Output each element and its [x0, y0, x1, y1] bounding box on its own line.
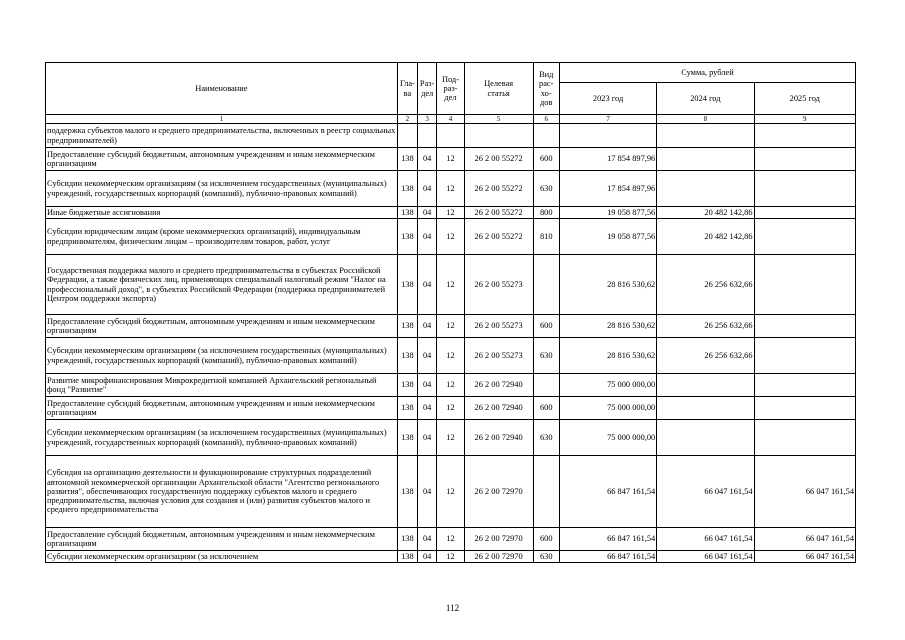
row-podrazdel: 12 — [437, 420, 464, 456]
row-podrazdel: 12 — [437, 219, 464, 255]
row-sum-2025: 66 047 161,54 — [754, 456, 855, 528]
row-glava: 138 — [397, 207, 417, 219]
row-podrazdel: 12 — [437, 171, 464, 207]
row-sum-2025 — [754, 171, 855, 207]
row-sum-2025 — [754, 338, 855, 374]
table-row — [46, 315, 856, 338]
row-glava: 138 — [397, 315, 417, 338]
header-glava — [397, 63, 417, 115]
row-sum-2025 — [754, 207, 855, 219]
row-vid — [533, 255, 559, 315]
row-target: 26 2 00 55272 — [464, 207, 533, 219]
row-sum-2024: 66 047 161,54 — [657, 551, 754, 563]
row-name: Субсидии юридическим лицам (кроме некоммерческих организаций), индивидуальным предпринимателям, физическим лицам – производителям товаров, работ, услуг — [46, 219, 398, 255]
row-podrazdel — [437, 124, 464, 148]
row-sum-2023: 75 000 000,00 — [559, 420, 656, 456]
row-target: 26 2 00 72940 — [464, 397, 533, 420]
row-sum-2024 — [657, 171, 754, 207]
row-sum-2023: 28 816 530,62 — [559, 255, 656, 315]
row-sum-2023: 28 816 530,62 — [559, 338, 656, 374]
header-sum: Сумма, рублей — [559, 63, 855, 83]
row-sum-2023: 19 058 877,56 — [559, 207, 656, 219]
row-vid: 630 — [533, 551, 559, 563]
header-podrazdel — [437, 63, 464, 115]
row-sum-2024: 26 256 632,66 — [657, 338, 754, 374]
row-razdel: 04 — [418, 551, 437, 563]
column-number: 4 — [437, 115, 464, 124]
row-sum-2023: 17 854 897,96 — [559, 148, 656, 171]
row-sum-2023 — [559, 124, 656, 148]
row-sum-2025 — [754, 397, 855, 420]
row-sum-2023: 17 854 897,96 — [559, 171, 656, 207]
row-target: 26 2 00 55273 — [464, 315, 533, 338]
column-number: 9 — [754, 115, 855, 124]
row-vid: 630 — [533, 338, 559, 374]
row-vid — [533, 456, 559, 528]
row-glava: 138 — [397, 397, 417, 420]
row-glava: 138 — [397, 171, 417, 207]
row-vid — [533, 374, 559, 397]
row-sum-2025: 66 047 161,54 — [754, 551, 855, 563]
table-row — [46, 255, 856, 315]
row-glava: 138 — [397, 219, 417, 255]
row-glava: 138 — [397, 420, 417, 456]
row-sum-2025 — [754, 374, 855, 397]
header-razdel — [418, 63, 437, 115]
header-vid — [533, 63, 559, 115]
table-row — [46, 148, 856, 171]
table-row — [46, 338, 856, 374]
header-2023: 2023 год — [559, 83, 656, 115]
row-podrazdel: 12 — [437, 374, 464, 397]
row-glava: 138 — [397, 456, 417, 528]
row-target: 26 2 00 55273 — [464, 338, 533, 374]
row-glava: 138 — [397, 528, 417, 551]
row-sum-2025 — [754, 148, 855, 171]
row-sum-2023: 28 816 530,62 — [559, 315, 656, 338]
row-target: 26 2 00 55273 — [464, 255, 533, 315]
column-number: 6 — [533, 115, 559, 124]
table-row — [46, 551, 856, 563]
table-row — [46, 374, 856, 397]
header-target — [464, 63, 533, 115]
header-glava-text: Гла- ва — [399, 79, 415, 98]
row-glava: 138 — [397, 551, 417, 563]
row-name: Предоставление субсидий бюджетным, автономным учреждениям и иным некоммерческим организациям — [46, 148, 398, 171]
row-razdel: 04 — [418, 528, 437, 551]
table-row — [46, 528, 856, 551]
header-name: Наименование — [46, 63, 398, 115]
row-sum-2025 — [754, 255, 855, 315]
row-razdel: 04 — [418, 420, 437, 456]
row-name: Субсидии некоммерческим организациям (за исключением государственных (муниципальных) учреждений, государственных корпораций (компаний), публично-правовых компаний) — [46, 338, 398, 374]
row-sum-2023: 66 847 161,54 — [559, 551, 656, 563]
row-target: 26 2 00 55272 — [464, 148, 533, 171]
row-podrazdel: 12 — [437, 456, 464, 528]
row-vid: 630 — [533, 420, 559, 456]
row-razdel: 04 — [418, 148, 437, 171]
row-sum-2024 — [657, 148, 754, 171]
column-number: 7 — [559, 115, 656, 124]
table-row — [46, 219, 856, 255]
row-sum-2024 — [657, 397, 754, 420]
row-razdel: 04 — [418, 456, 437, 528]
header-2025: 2025 год — [754, 83, 855, 115]
row-vid: 800 — [533, 207, 559, 219]
header-target-text: Целевая статья — [484, 79, 514, 98]
row-sum-2025 — [754, 124, 855, 148]
row-podrazdel: 12 — [437, 255, 464, 315]
row-razdel: 04 — [418, 397, 437, 420]
row-target: 26 2 00 72970 — [464, 456, 533, 528]
row-glava: 138 — [397, 374, 417, 397]
row-name: Субсидии некоммерческим организациям (за исключением — [46, 551, 398, 563]
row-name: Субсидии некоммерческим организациям (за исключением государственных (муниципальных) учреждений, государственных корпораций (компаний), публично-правовых компаний) — [46, 171, 398, 207]
row-vid: 600 — [533, 148, 559, 171]
row-target: 26 2 00 55272 — [464, 171, 533, 207]
header-2024: 2024 год — [657, 83, 754, 115]
row-sum-2024: 26 256 632,66 — [657, 255, 754, 315]
row-sum-2024 — [657, 374, 754, 397]
row-podrazdel: 12 — [437, 551, 464, 563]
row-target: 26 2 00 72970 — [464, 528, 533, 551]
row-name: Развитие микрофинансирования Микрокредитной компанией Архангельский региональный фонд "Развитие" — [46, 374, 398, 397]
column-number: 1 — [46, 115, 398, 124]
row-razdel: 04 — [418, 338, 437, 374]
row-podrazdel: 12 — [437, 148, 464, 171]
row-glava: 138 — [397, 148, 417, 171]
row-sum-2024 — [657, 124, 754, 148]
header-podrazdel-text: Под- раз- дел — [441, 74, 459, 103]
table-row — [46, 456, 856, 528]
table-row — [46, 397, 856, 420]
row-name: Субсидии некоммерческим организациям (за исключением государственных (муниципальных) учреждений, государственных корпораций (компаний), публично-правовых компаний) — [46, 420, 398, 456]
row-podrazdel: 12 — [437, 397, 464, 420]
row-glava: 138 — [397, 338, 417, 374]
page-number: 112 — [445, 603, 460, 613]
header-vid-text: Вид рас- хо- дов — [539, 69, 554, 107]
column-number-row — [46, 115, 856, 124]
row-razdel: 04 — [418, 315, 437, 338]
row-sum-2023: 19 058 877,56 — [559, 219, 656, 255]
row-vid: 600 — [533, 315, 559, 338]
row-name: Предоставление субсидий бюджетным, автономным учреждениям и иным некоммерческим организациям — [46, 315, 398, 338]
row-sum-2024: 26 256 632,66 — [657, 315, 754, 338]
row-sum-2024: 66 047 161,54 — [657, 456, 754, 528]
row-razdel: 04 — [418, 255, 437, 315]
row-target: 26 2 00 55272 — [464, 219, 533, 255]
row-target — [464, 124, 533, 148]
row-razdel: 04 — [418, 374, 437, 397]
row-target: 26 2 00 72940 — [464, 420, 533, 456]
row-name: Иные бюджетные ассигнования — [46, 207, 398, 219]
row-sum-2024: 20 482 142,86 — [657, 219, 754, 255]
row-sum-2025 — [754, 420, 855, 456]
row-sum-2024 — [657, 420, 754, 456]
table-row — [46, 171, 856, 207]
row-podrazdel: 12 — [437, 528, 464, 551]
row-sum-2023: 66 847 161,54 — [559, 528, 656, 551]
row-sum-2025 — [754, 315, 855, 338]
column-number: 3 — [418, 115, 437, 124]
table-row — [46, 420, 856, 456]
column-number: 8 — [657, 115, 754, 124]
row-podrazdel: 12 — [437, 207, 464, 219]
row-name: Предоставление субсидий бюджетным, автономным учреждениям и иным некоммерческим организациям — [46, 528, 398, 551]
row-glava — [397, 124, 417, 148]
column-number: 2 — [397, 115, 417, 124]
row-name: поддержка субъектов малого и среднего предпринимательства, включенных в реестр социальных предпринимателей) — [46, 124, 398, 148]
row-name: Государственная поддержка малого и среднего предпринимательства в субъектах Российской Федерации, а также физических лиц, применяющих специальный налоговый режим "Налог на профессиональный доход", в субъектах Российской Федерации (поддержка предпринимателей Центром поддержки экспорта) — [46, 255, 398, 315]
row-target: 26 2 00 72970 — [464, 551, 533, 563]
row-sum-2023: 75 000 000,00 — [559, 397, 656, 420]
row-sum-2025: 66 047 161,54 — [754, 528, 855, 551]
row-vid — [533, 124, 559, 148]
table-row — [46, 124, 856, 148]
row-vid: 600 — [533, 528, 559, 551]
row-vid: 600 — [533, 397, 559, 420]
table-row — [46, 207, 856, 219]
row-target: 26 2 00 72940 — [464, 374, 533, 397]
row-sum-2024: 20 482 142,86 — [657, 207, 754, 219]
row-podrazdel: 12 — [437, 338, 464, 374]
row-sum-2023: 75 000 000,00 — [559, 374, 656, 397]
column-number: 5 — [464, 115, 533, 124]
row-razdel — [418, 124, 437, 148]
row-glava: 138 — [397, 255, 417, 315]
row-name: Предоставление субсидий бюджетным, автономным учреждениям и иным некоммерческим организациям — [46, 397, 398, 420]
row-name: Субсидия на организацию деятельности и функционирование структурных подразделений автономной некоммерческой организации Архангельской области "Агентство регионального развития", обеспечивающих государственную поддержку субъектов малого и среднего предпринимательства, включая условия для создания и (или) развития субъектов малого и среднего предпринимательства — [46, 456, 398, 528]
budget-table — [45, 62, 856, 563]
row-sum-2024: 66 047 161,54 — [657, 528, 754, 551]
row-sum-2025 — [754, 219, 855, 255]
row-podrazdel: 12 — [437, 315, 464, 338]
header-razdel-text: Раз- дел — [419, 79, 435, 98]
row-vid: 630 — [533, 171, 559, 207]
row-sum-2023: 66 847 161,54 — [559, 456, 656, 528]
row-razdel: 04 — [418, 207, 437, 219]
row-razdel: 04 — [418, 171, 437, 207]
row-vid: 810 — [533, 219, 559, 255]
row-razdel: 04 — [418, 219, 437, 255]
